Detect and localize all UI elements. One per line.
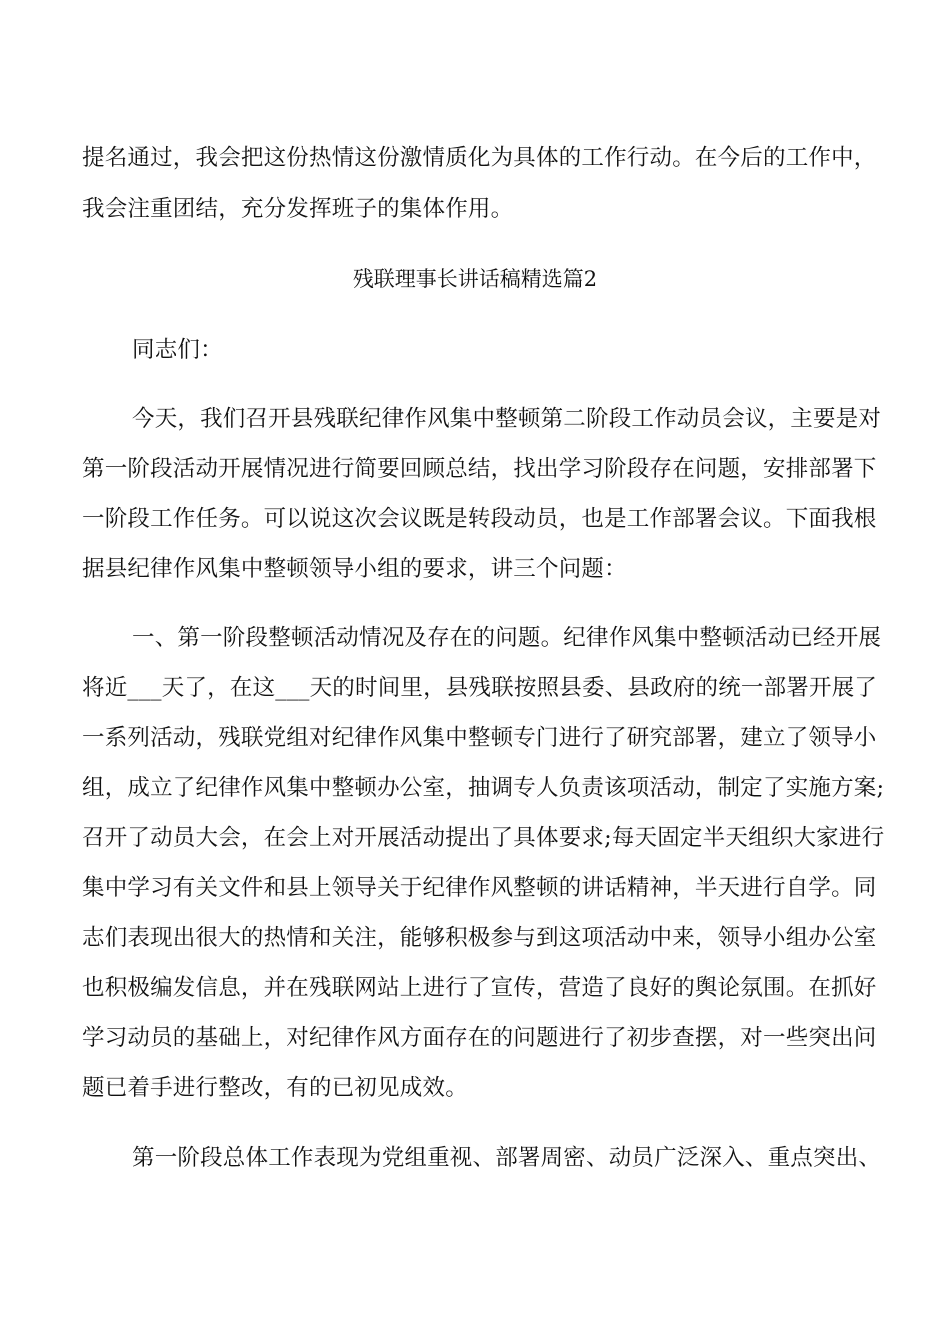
paragraph1-line-3: 一阶段工作任务。可以说这次会议既是转段动员，也是工作部署会议。下面我根: [82, 506, 877, 532]
paragraph2-line-9: 学习动员的基础上，对纪律作风方面存在的问题进行了初步查摆，对一些突出问: [82, 1025, 877, 1051]
section-title: 残联理事长讲话稿精选篇2: [352, 267, 598, 291]
continuation-line-1: 提名通过，我会把这份热情这份激情质化为具体的工作行动。在今后的工作中，: [82, 145, 877, 171]
paragraph2-line-7: 志们表现出很大的热情和关注，能够积极参与到这项活动中来，领导小组办公室: [82, 925, 877, 951]
paragraph1-line-1: 今天，我们召开县残联纪律作风集中整顿第二阶段工作动员会议，主要是对: [132, 406, 882, 432]
paragraph3-line-1: 第一阶段总体工作表现为党组重视、部署周密、动员广泛深入、重点突出、: [132, 1145, 882, 1171]
paragraph2-line-10: 题已着手进行整改，有的已初见成效。: [82, 1075, 468, 1101]
salutation: 同志们：: [132, 337, 223, 363]
paragraph2-line-8: 也积极编发信息，并在残联网站上进行了宣传，营造了良好的舆论氛围。在抓好: [82, 975, 877, 1001]
paragraph2-line-6: 集中学习有关文件和县上领导关于纪律作风整顿的讲话精神，半天进行自学。同: [82, 875, 877, 901]
continuation-line-2: 我会注重团结，充分发挥班子的集体作用。: [82, 196, 514, 222]
paragraph1-line-4: 据县纪律作风集中整顿领导小组的要求，讲三个问题：: [82, 556, 627, 582]
paragraph1-line-2: 第一阶段活动开展情况进行简要回顾总结，找出学习阶段存在问题，安排部署下: [82, 456, 877, 482]
paragraph2-line-2: 将近___天了，在这___天的时间里，县残联按照县委、县政府的统一部署开展了: [82, 675, 878, 701]
paragraph2-line-5: 召开了动员大会，在会上对开展活动提出了具体要求;每天固定半天组织大家进行: [82, 825, 885, 851]
paragraph2-line-4: 组，成立了纪律作风集中整顿办公室，抽调专人负责该项活动，制定了实施方案;: [82, 775, 885, 801]
paragraph2-line-3: 一系列活动，残联党组对纪律作风集中整顿专门进行了研究部署，建立了领导小: [82, 725, 877, 751]
paragraph2-line-1: 一、第一阶段整顿活动情况及存在的问题。纪律作风集中整顿活动已经开展: [132, 625, 882, 651]
